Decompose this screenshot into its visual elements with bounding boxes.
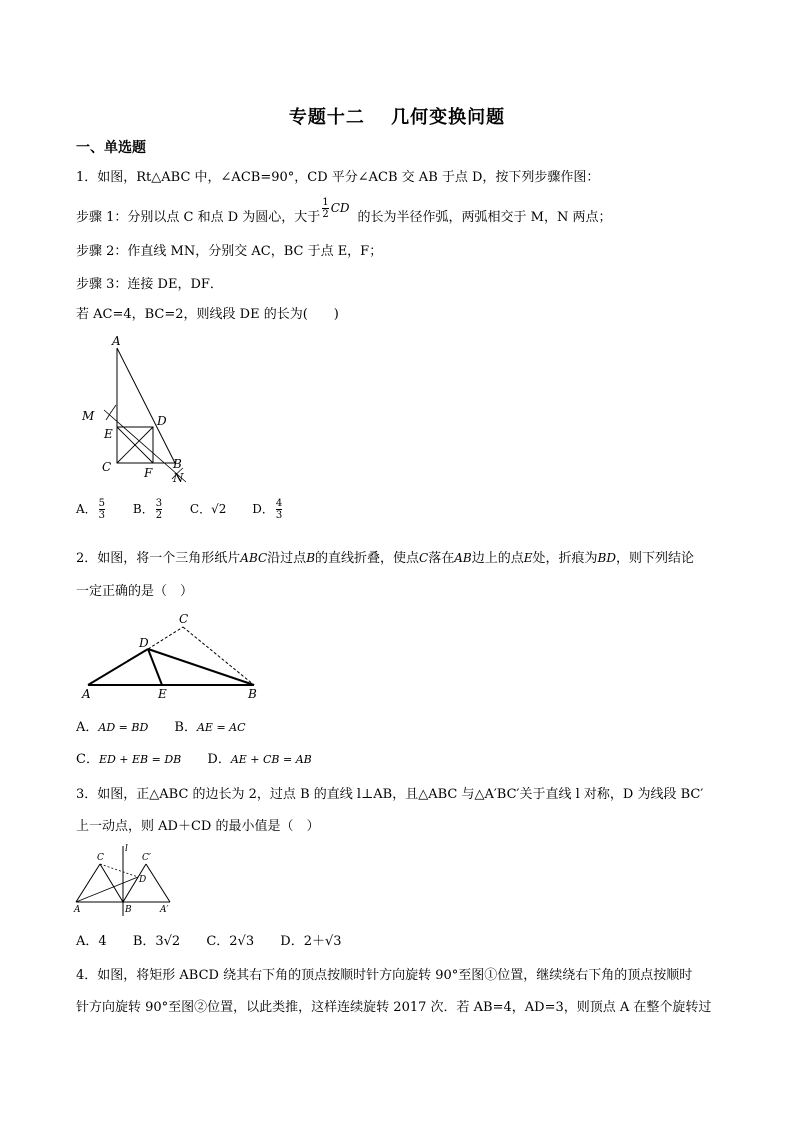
q3-label-d: D [139, 875, 147, 885]
q2-option-a-label: A． [76, 720, 99, 735]
q2-line-dc-dashed [148, 627, 183, 649]
q3-label-l: l [125, 844, 128, 854]
q2-line-cb-dashed [183, 627, 254, 685]
q3-label-cp: C′ [142, 853, 151, 863]
q1-option-c-value: √2 [211, 502, 227, 516]
q1-option-b-label: B． [132, 502, 154, 516]
q1-step1-cd: CD [330, 201, 350, 215]
q2-e: E [523, 551, 533, 565]
q2-option-d-label: D． [207, 752, 231, 767]
q2-label-e: E [158, 687, 167, 701]
q3-line-cb [100, 864, 123, 902]
q3-stem-line1: 3．如图，正△ABC 的边长为 2，过点 B 的直线 l⊥AB，且△ABC 与△A′BC′关于直线 l 对称，D 为线段 BC′ [76, 787, 704, 802]
q1-stem: 1．如图，Rt△ABC 中，∠ACB=90°，CD 平分∠ACB 交 AB 于点 D，按下列步骤作图： [76, 170, 600, 185]
q1-a-num: 5 [98, 498, 106, 509]
q3-line-ad [76, 877, 138, 902]
q2-bd: BD [597, 551, 616, 565]
q2-option-c[interactable] [76, 748, 181, 767]
q1-frac-num: 1 [322, 197, 329, 208]
q1-frac-den: 2 [322, 209, 329, 220]
q1-d-num: 4 [275, 498, 283, 509]
q2-option-a-expr: AD = BD [98, 721, 149, 734]
q1-option-a-frac [99, 498, 105, 521]
q1-option-c-label: C． [189, 502, 212, 516]
q2-ab: AB [454, 551, 472, 565]
q2-option-a[interactable] [76, 716, 148, 735]
q2-b: B [306, 551, 316, 565]
q1-options [76, 498, 306, 521]
q1-figure [76, 332, 196, 492]
section-heading: 一、单选题 [76, 140, 146, 156]
q2-text-f: 处，折痕为 [532, 551, 598, 566]
q3-option-a[interactable]: A．4 [76, 934, 107, 949]
q3-line-ac [76, 864, 100, 902]
q2-abc: ABC [240, 551, 268, 565]
q2-label-c: C [179, 612, 189, 626]
q1-option-d[interactable] [252, 498, 284, 521]
q1-step1 [76, 197, 612, 229]
q2-option-b-expr: AE = AC [196, 721, 246, 734]
q3-label-a: A [74, 905, 81, 915]
q3-option-b[interactable]: B．3√2 [132, 934, 181, 949]
q1-label-m: M [82, 409, 95, 423]
q2-options-row2 [76, 748, 334, 767]
q2-text-e: 边上的点 [471, 551, 524, 566]
q1-b-num: 3 [155, 498, 163, 509]
q1-a-den: 3 [98, 510, 106, 521]
q2-line-db [148, 649, 254, 685]
q3-label-b: B [125, 905, 132, 915]
page-title: 专题十二 几何变换问题 [288, 107, 506, 128]
q3-line-cd-dashed [100, 864, 138, 877]
q1-option-b[interactable] [133, 498, 164, 521]
q2-stem-line2: 一定正确的是（ ） [76, 584, 194, 599]
q1-label-a: A [112, 334, 121, 348]
q3-option-c[interactable]: C．2√3 [206, 934, 255, 949]
q1-option-a[interactable] [76, 498, 107, 521]
q2-text-d: 落在 [428, 551, 455, 566]
q2-option-d[interactable] [207, 748, 311, 767]
q2-label-a: A [82, 687, 91, 701]
q3-option-d[interactable]: D．2＋√3 [280, 934, 342, 949]
q1-step3: 步骤 3：连接 DE，DF． [76, 277, 223, 292]
q2-label-b: B [248, 687, 257, 701]
q4-stem-line1: 4．如图，将矩形 ABCD 绕其右下角的顶点按顺时针方向旋转 90°至图①位置，继续绕右下角的顶点按顺时 [76, 968, 693, 983]
q2-options-row1 [76, 716, 268, 735]
q1-option-d-frac [276, 498, 282, 521]
q2-option-d-expr: AE + CB = AB [230, 753, 312, 766]
q1-arc-m [106, 405, 116, 420]
q1-option-a-label: A． [76, 502, 97, 516]
q3-stem-line2: 上一动点，则 AD＋CD 的最小值是（ ） [76, 819, 320, 834]
q2-label-d: D [139, 636, 149, 650]
q2-line-de [148, 649, 162, 685]
q1-d-den: 3 [275, 510, 283, 521]
q3-options [76, 930, 364, 949]
q1-line-ab [117, 348, 175, 463]
q3-label-ap: A′ [160, 905, 169, 915]
q1-option-d-label: D． [252, 502, 274, 516]
q2-text-g: ，则下列结论 [615, 551, 694, 566]
q1-label-b: B [173, 457, 182, 471]
q2-option-c-label: C． [76, 752, 99, 767]
q1-question: 若 AC=4，BC=2，则线段 DE 的长为( ) [76, 307, 339, 322]
q2-option-c-expr: ED + EB = DB [98, 753, 182, 766]
q1-step1-text-b: 的长为半径作弧，两弧相交于 M，N 两点； [357, 210, 612, 225]
q2-text-b: 沿过点 [267, 551, 307, 566]
q3-line-cpap [146, 864, 170, 902]
q2-c: C [419, 551, 429, 565]
q1-label-c: C [102, 460, 112, 474]
q1-step1-text-a: 步骤 1：分别以点 C 和点 D 为圆心，大于 [76, 210, 321, 225]
q3-label-c: C [97, 853, 104, 863]
q4-stem-line2: 针方向旋转 90°至图②位置，以此类推，这样连续旋转 2017 次．若 AB=4，AD=3，则顶点 A 在整个旋转过 [76, 1000, 712, 1015]
q2-figure [76, 610, 276, 705]
q3-figure [72, 842, 182, 920]
q1-label-f: F [144, 466, 153, 480]
q2-option-b-label: B． [174, 720, 197, 735]
q1-label-e: E [104, 427, 113, 441]
q2-text-c: 的直线折叠，使点 [315, 551, 420, 566]
q1-label-d: D [157, 414, 167, 428]
q1-option-b-frac [156, 498, 162, 521]
q1-step2: 步骤 2：作直线 MN，分别交 AC，BC 于点 E，F； [76, 244, 383, 259]
q2-option-b[interactable] [174, 716, 245, 735]
q2-line-ad [88, 649, 148, 685]
q1-b-den: 2 [155, 510, 163, 521]
q1-step1-fraction [322, 197, 328, 220]
q1-label-n: N [173, 471, 184, 485]
q2-stem-line1 [76, 547, 694, 566]
q2-text-a: 2．如图，将一个三角形纸片 [76, 551, 241, 566]
q1-option-c[interactable] [190, 500, 226, 517]
